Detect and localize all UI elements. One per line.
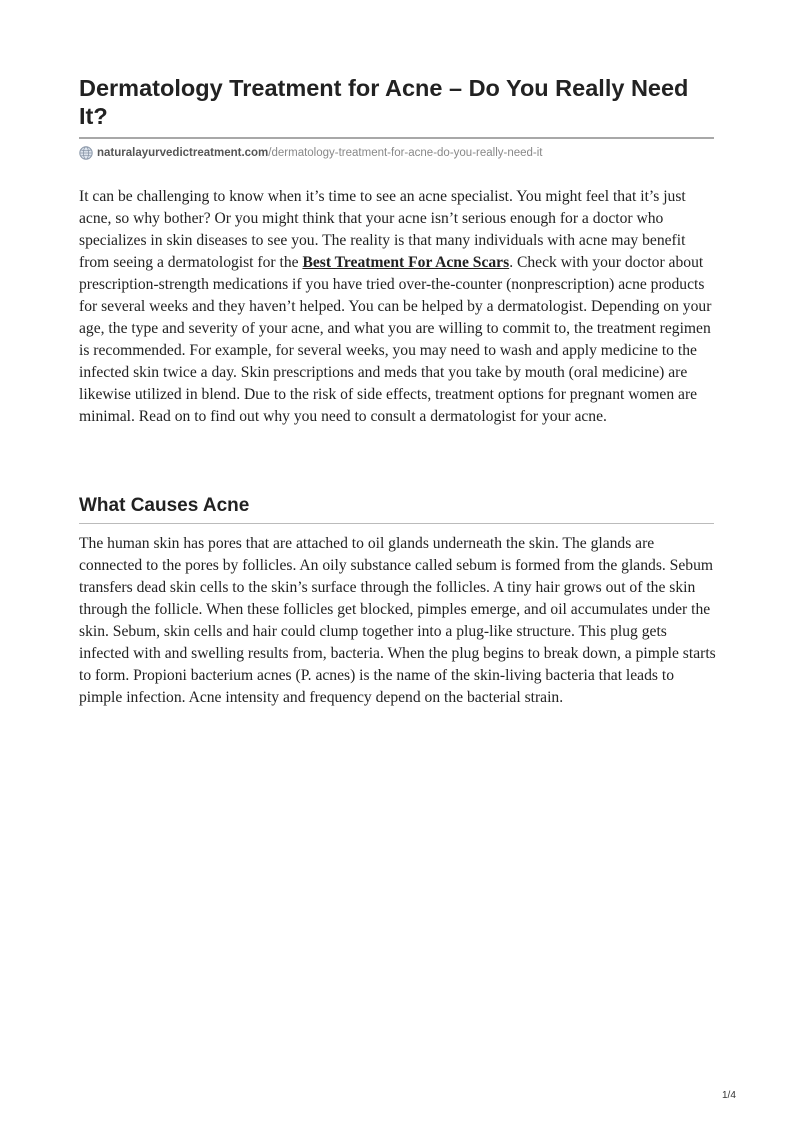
intro-text-start: It can be challenging to know when it’s time to see an acne specialist. You might feel that it’s just acne, so why bother? Or you might think that your acne isn’t serious enough for a doctor who specializes in skin diseases to see you. The reality is that many individuals with acne may benefit from seeing a dermatologist for the (79, 188, 686, 271)
globe-icon (79, 146, 93, 160)
title-divider (79, 137, 714, 139)
source-domain: naturalayurvedictreatment.com (97, 147, 269, 159)
section-divider (79, 523, 714, 524)
source-url[interactable] (79, 145, 543, 161)
page-title: Dermatology Treatment for Acne – Do You Really Need It? (79, 75, 689, 129)
section-heading: What Causes Acne (79, 495, 250, 516)
section-paragraph: The human skin has pores that are attached to oil glands underneath the skin. The glands are connected to the pores by follicles. An oily substance called sebum is formed from the glands. Sebum transfers dead skin cells to the skin’s surface through the follicles. A tiny hair grows out of the skin through the follicle. When these follicles get blocked, pimples emerge, and oil accumulates under the skin. Sebum, skin cells and hair could clump together into a plug-like structure. This plug gets infected with and swelling results from, bacteria. When the plug begins to break down, a pimple starts to form. Propioni bacterium acnes (P. acnes) is the name of the skin-living bacteria that leads to pimple infection. Acne intensity and frequency depend on the bacterial strain. (79, 535, 716, 706)
acne-scars-treatment-link[interactable]: Best Treatment For Acne Scars (302, 254, 510, 271)
intro-text-end: . Check with your doctor about prescription-strength medications if you have tried over-the-counter (nonprescription) acne products for several weeks and they haven’t helped. You can be helped by a dermatologist. Depending on your age, the type and severity of your acne, and what you are willing to commit to, the treatment regimen is recommended. For example, for several weeks, you may need to wash and apply medicine to the infected skin twice a day. Skin prescriptions and meds that you take by mouth (oral medicine) are likewise utilized in blend. Due to the risk of side effects, treatment options for pregnant women are minimal. Read on to find out why you need to consult a dermatologist for your acne. (79, 254, 712, 425)
source-path: /dermatology-treatment-for-acne-do-you-really-need-it (268, 147, 543, 159)
page-number: 1/4 (722, 1090, 736, 1101)
intro-paragraph (79, 186, 719, 428)
